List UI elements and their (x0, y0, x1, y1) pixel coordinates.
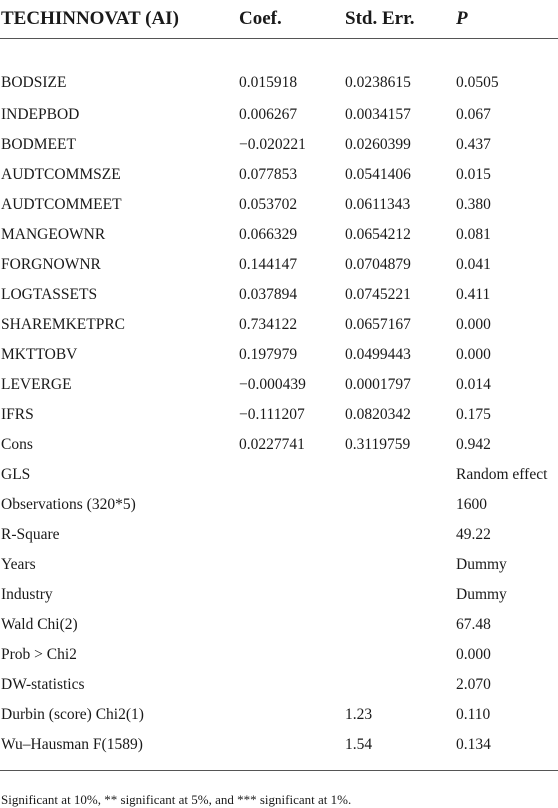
row-std-err: 0.0657167 (345, 316, 411, 333)
row-variable: Industry (1, 586, 53, 603)
row-variable: Wald Chi(2) (1, 616, 78, 633)
row-std-err: 0.0745221 (345, 286, 411, 303)
row-std-err (345, 550, 456, 580)
table-row (0, 490, 558, 520)
row-std-err: 0.0034157 (345, 106, 411, 123)
row-variable: R-Square (1, 526, 60, 543)
header-coef: Coef. (239, 0, 345, 39)
row-p-value: 0.067 (456, 106, 491, 123)
row-coef (239, 490, 345, 520)
row-coef (239, 730, 345, 771)
row-variable: Durbin (score) Chi2(1) (1, 706, 144, 723)
row-variable: SHAREMKETPRC (1, 316, 126, 333)
table-row (0, 670, 558, 700)
row-coef (239, 670, 345, 700)
row-p-value: 0.380 (456, 196, 491, 213)
table-row (0, 280, 558, 310)
table-row (0, 730, 558, 771)
row-std-err: 0.0260399 (345, 136, 411, 153)
row-p-value: 0.437 (456, 136, 491, 153)
row-p-value: 2.070 (456, 676, 491, 693)
row-std-err: 0.0541406 (345, 166, 411, 183)
row-coef: −0.111207 (239, 406, 305, 423)
table-row (0, 250, 558, 280)
row-std-err (345, 610, 456, 640)
table-row (0, 520, 558, 550)
row-p-value: 0.015 (456, 166, 491, 183)
row-variable: AUDTCOMMSZE (1, 166, 121, 183)
table-row (0, 640, 558, 670)
row-p-value: 0.041 (456, 256, 491, 273)
table-row (0, 160, 558, 190)
header-p-value: P (456, 0, 558, 39)
row-p-value: 1600 (456, 496, 487, 513)
row-variable: FORGNOWNR (1, 256, 101, 273)
row-coef (239, 700, 345, 730)
row-std-err: 0.0001797 (345, 376, 411, 393)
row-std-err (345, 520, 456, 550)
row-p-value: 0.000 (456, 346, 491, 363)
row-coef (239, 550, 345, 580)
row-std-err: 1.23 (345, 706, 373, 723)
table-row (0, 610, 558, 640)
row-p-value: 0.942 (456, 436, 491, 453)
table-header-row (0, 0, 558, 39)
row-coef (239, 580, 345, 610)
row-variable: LOGTASSETS (1, 286, 98, 303)
row-coef (239, 460, 345, 490)
row-coef: 0.0227741 (239, 436, 305, 453)
table-row (0, 340, 558, 370)
row-std-err: 0.0704879 (345, 256, 411, 273)
row-variable: Wu–Hausman F(1589) (0, 730, 239, 771)
row-std-err: 0.3119759 (345, 436, 411, 453)
row-variable: Prob > Chi2 (1, 646, 77, 663)
table-body (0, 39, 558, 771)
row-variable: AUDTCOMMEET (1, 196, 122, 213)
significance-footnote: Significant at 10%, ** significant at 5%, and *** significant at 1%. (1, 792, 352, 807)
row-variable: BODMEET (1, 136, 76, 153)
row-coef: 0.144147 (239, 256, 298, 273)
row-p-value: Random effect (456, 466, 548, 483)
header-std-err: Std. Err. (345, 0, 456, 39)
row-coef (239, 640, 345, 670)
row-coef: 0.066329 (239, 226, 298, 243)
row-variable: LEVERGE (1, 376, 72, 393)
row-variable: INDEPBOD (1, 106, 80, 123)
row-std-err: 0.0654212 (345, 226, 411, 243)
header-variable: TECHINNOVAT (AI) (0, 0, 239, 39)
row-p-value: 0.411 (456, 286, 491, 303)
row-std-err: 1.54 (345, 730, 456, 771)
row-coef (239, 610, 345, 640)
row-p-value: 0.0505 (456, 74, 499, 91)
row-p-value: Dummy (456, 556, 507, 573)
row-variable: BODSIZE (1, 74, 67, 91)
row-variable: Cons (1, 436, 33, 453)
table-row (0, 550, 558, 580)
table-row (0, 430, 558, 460)
table-row (0, 220, 558, 250)
row-variable: GLS (1, 466, 31, 483)
row-coef: −0.020221 (239, 136, 306, 153)
row-coef: 0.077853 (239, 166, 298, 183)
table-row (0, 370, 558, 400)
row-variable: Observations (320*5) (1, 496, 136, 513)
row-p-value: 67.48 (456, 616, 491, 633)
table-row (0, 100, 558, 130)
row-p-value: 0.014 (456, 376, 491, 393)
row-std-err: 0.0820342 (345, 406, 411, 423)
row-p-value: 0.110 (456, 706, 491, 723)
table-row (0, 39, 558, 101)
row-std-err (345, 460, 456, 490)
row-coef: 0.053702 (239, 196, 298, 213)
row-variable: DW-statistics (1, 676, 85, 693)
row-std-err (345, 640, 456, 670)
row-coef: 0.006267 (239, 106, 298, 123)
row-p-value: 0.081 (456, 226, 491, 243)
row-coef: 0.197979 (239, 346, 298, 363)
row-p-value: 0.000 (456, 646, 491, 663)
table-row (0, 310, 558, 340)
row-std-err (345, 580, 456, 610)
row-variable: IFRS (1, 406, 34, 423)
row-std-err: 0.0499443 (345, 346, 411, 363)
row-std-err: 0.0238615 (345, 74, 411, 91)
row-coef: 0.734122 (239, 316, 298, 333)
row-p-value: 49.22 (456, 526, 491, 543)
row-coef: 0.015918 (239, 74, 298, 91)
row-coef: 0.037894 (239, 286, 298, 303)
table-row (0, 190, 558, 220)
table-row (0, 580, 558, 610)
table-row (0, 700, 558, 730)
row-std-err: 0.0611343 (345, 196, 411, 213)
row-variable: Years (1, 556, 36, 573)
table-row (0, 460, 558, 490)
row-std-err (345, 670, 456, 700)
row-variable: MANGEOWNR (1, 226, 106, 243)
table-row (0, 400, 558, 430)
row-coef: −0.000439 (239, 376, 306, 393)
row-p-value: 0.000 (456, 316, 491, 333)
row-variable: MKTTOBV (1, 346, 78, 363)
row-p-value: 0.134 (456, 730, 558, 771)
row-p-value: Dummy (456, 586, 507, 603)
row-std-err (345, 490, 456, 520)
row-p-value: 0.175 (456, 406, 491, 423)
row-coef (239, 520, 345, 550)
table-row (0, 130, 558, 160)
